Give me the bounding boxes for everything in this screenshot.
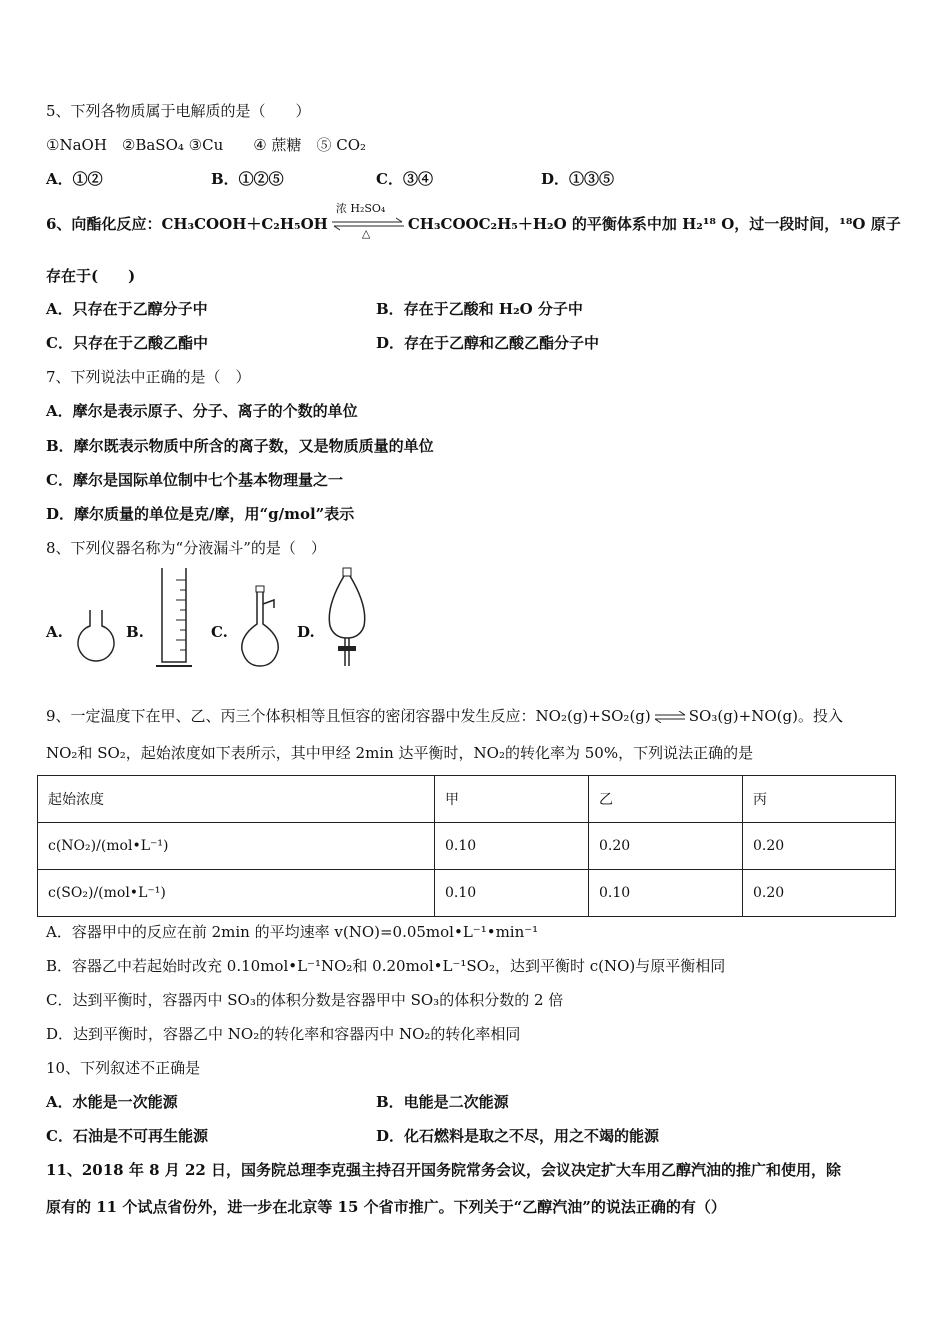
q5-stem: 5、下列各物质属于电解质的是（ ） [46,102,311,120]
equilibrium-arrow-icon [653,711,687,723]
table-header-cell: 起始浓度 [38,776,435,823]
reaction-arrow [330,202,406,240]
q9-line1 [46,706,843,726]
q8-stem: 8、下列仪器名称为“分液漏斗”的是（ ） [46,539,326,557]
q7-option-c: C．摩尔是国际单位制中七个基本物理量之一 [46,471,343,489]
q8-option-b: B. [126,623,144,641]
q6-pre: 6、向酯化反应：CH₃COOH＋C₂H₅OH [46,215,328,233]
table-cell: 0.10 [435,823,589,870]
q6-option-a: A．只存在于乙醇分子中 [46,300,208,318]
catalyst-label: 浓 H₂SO₄ [335,202,386,215]
separatory-funnel-icon [322,566,374,670]
q5-items: ①NaOH ②BaSO₄ ③Cu ④ 蔗糖 ⑤ CO₂ [46,136,367,154]
graduated-cylinder-icon [150,566,198,672]
table-cell: 0.20 [743,870,896,917]
table-row [38,823,896,870]
q9-line1-post: SO₃(g)+NO(g)。投入 [688,707,843,725]
q8-option-d: D. [297,623,315,641]
heat-label: △ [361,227,371,240]
q6-post: CH₃COOC₂H₅＋H₂O 的平衡体系中加 H₂¹⁸ O，过一段时间，¹⁸O 原子 [407,215,901,233]
q10-option-d: D．化石燃料是取之不尽，用之不竭的能源 [376,1127,660,1145]
q5-option-b: B．①②⑤ [211,170,284,188]
round-flask-icon [70,608,122,670]
q5-option-d: D．①③⑤ [541,170,615,188]
table-header-cell: 丙 [743,776,896,823]
q6-stem [46,202,901,240]
q9-option-a: A．容器甲中的反应在前 2min 的平均速率 v(NO)=0.05mol•L⁻¹•min⁻¹ [46,923,539,941]
table-cell: 0.20 [743,823,896,870]
q7-option-b: B．摩尔既表示物质中所含的离子数，又是物质质量的单位 [46,437,434,455]
table-header-cell: 乙 [589,776,743,823]
q6-option-d: D．存在于乙醇和乙酸乙酯分子中 [376,334,600,352]
q11-line2: 原有的 11 个试点省份外，进一步在北京等 15 个省市推广。下列关于“乙醇汽油”的说法正确的有（） [46,1198,726,1216]
q7-option-a: A．摩尔是表示原子、分子、离子的个数的单位 [46,402,358,420]
q7-option-d: D．摩尔质量的单位是克/摩，用“g/mol”表示 [46,505,355,523]
table-header-cell: 甲 [435,776,589,823]
q9-line2: NO₂和 SO₂，起始浓度如下表所示，其中甲经 2min 达平衡时，NO₂的转化率为 50%，下列说法正确的是 [46,744,754,762]
q7-stem: 7、下列说法中正确的是（ ） [46,368,251,386]
table-cell: 0.10 [589,870,743,917]
distilling-flask-icon [236,584,288,670]
q8-option-c: C. [211,623,228,641]
q11-line1: 11、2018 年 8 月 22 日，国务院总理李克强主持召开国务院常务会议，会议决定扩大车用乙醇汽油的推广和使用，除 [46,1161,842,1179]
table-cell: 0.10 [435,870,589,917]
q5-option-a: A．①② [46,170,103,188]
table-row [38,870,896,917]
q6-option-c: C．只存在于乙酸乙酯中 [46,334,208,352]
q9-option-c: C．达到平衡时，容器丙中 SO₃的体积分数是容器甲中 SO₃的体积分数的 2 倍 [46,991,564,1009]
q10-option-b: B．电能是二次能源 [376,1093,509,1111]
table-cell: 0.20 [589,823,743,870]
q8-option-a: A. [46,623,63,641]
q9-line1-pre: 9、一定温度下在甲、乙、丙三个体积相等且恒容的密闭容器中发生反应：NO₂(g)+SO₂(g) [46,707,651,725]
table-cell: c(SO₂)/(mol•L⁻¹) [38,870,435,917]
q9-option-b: B．容器乙中若起始时改充 0.10mol•L⁻¹NO₂和 0.20mol•L⁻¹SO₂，达到平衡时 c(NO)与原平衡相同 [46,957,726,975]
q10-option-a: A．水能是一次能源 [46,1093,178,1111]
q6-line2: 存在于( ) [46,267,136,285]
q5-option-c: C．③④ [376,170,433,188]
table-header-row [38,776,896,823]
q9-option-d: D．达到平衡时，容器乙中 NO₂的转化率和容器丙中 NO₂的转化率相同 [46,1025,521,1043]
table-cell: c(NO₂)/(mol•L⁻¹) [38,823,435,870]
q10-stem: 10、下列叙述不正确是 [46,1059,201,1077]
q10-option-c: C．石油是不可再生能源 [46,1127,208,1145]
q6-option-b: B．存在于乙酸和 H₂O 分子中 [376,300,583,318]
concentration-table [37,775,896,917]
